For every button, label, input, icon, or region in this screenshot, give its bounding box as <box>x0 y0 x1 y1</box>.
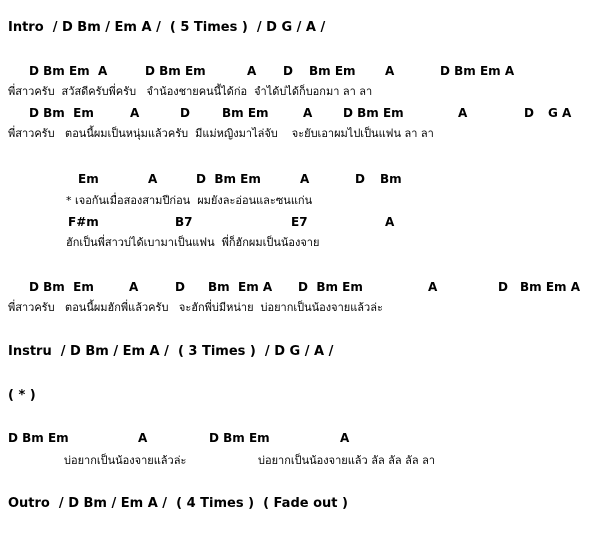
chord: A <box>247 64 257 78</box>
chord: D Bm Em <box>343 106 404 120</box>
chord: G A <box>548 106 572 120</box>
chord: A <box>458 106 468 120</box>
chord: A <box>385 64 395 78</box>
lyric-line: * เจอกันเมื่อสองสามปีก่อน ผมยังละอ่อนและซนแก่น <box>66 194 313 207</box>
lyric-line: พี่สาวครับ ตอนนี้ผมฮักพี่แล้วครับ จะฮักพี่บ่มีหน่าย บ่อยากเป็นน้องจายแล้วล่ะ <box>8 301 383 314</box>
chord: A <box>129 280 139 294</box>
chord: Bm Em <box>222 106 269 120</box>
chord: D Bm Em <box>29 106 94 120</box>
chord: F#m <box>68 215 99 229</box>
chord: E7 <box>291 215 308 229</box>
chord: Bm Em <box>309 64 356 78</box>
lyric-line: บ่อยากเป็นน้องจายแล้ว ลัล ลัล ลัล ลา <box>258 454 436 467</box>
chord: D Bm Em A <box>440 64 515 78</box>
chord: D <box>283 64 293 78</box>
chord: D Bm Em A <box>29 64 108 78</box>
lyric-line: พี่สาวครับ ตอนนี้ผมเป็นหนุ่มแล้วครับ มีแม่หญิงมาไล่จับ จะยับเอาผมไปเป็นแฟน ลา ลา <box>8 127 434 140</box>
chord: A <box>300 172 310 186</box>
chord: Bm Em A <box>208 280 273 294</box>
chord: A <box>340 431 350 445</box>
instru-line: Instru / D Bm / Em A / ( 3 Times ) / D G / A / <box>8 344 334 359</box>
chord: D Bm Em <box>196 172 261 186</box>
chord: A <box>148 172 158 186</box>
lyric-line: ฮักเป็นพี่สาวบ่ได้เบามาเป็นแฟน พี่ก็ฮักผมเป็นน้องจาย <box>66 236 320 249</box>
repeat-chorus-mark: ( * ) <box>8 388 36 403</box>
chord: D <box>175 280 185 294</box>
chord: A <box>130 106 140 120</box>
lyric-line: พี่สาวครับ สวัสดีครับพี่ครับ จำน้องชายคนนี้ได้ก่อ จำได้บ่ได้ก็บอกมา ลา ลา <box>8 85 373 98</box>
chord: Bm <box>380 172 402 186</box>
chord: A <box>385 215 395 229</box>
chord: A <box>138 431 148 445</box>
chord: D <box>355 172 365 186</box>
chord: D <box>524 106 534 120</box>
chord: D Bm Em <box>209 431 270 445</box>
chord: D Bm Em <box>8 431 69 445</box>
chord: D Bm Em <box>145 64 206 78</box>
chord: D Bm Em <box>29 280 94 294</box>
chord: D <box>498 280 508 294</box>
chord: Em <box>78 172 99 186</box>
outro-line: Outro / D Bm / Em A / ( 4 Times ) ( Fade out ) <box>8 496 348 511</box>
lyric-line: บ่อยากเป็นน้องจายแล้วล่ะ <box>64 454 187 467</box>
chord: A <box>428 280 438 294</box>
chord: Bm Em A <box>520 280 580 294</box>
chord: D <box>180 106 190 120</box>
intro-line: Intro / D Bm / Em A / ( 5 Times ) / D G / A / <box>8 20 326 35</box>
chord: B7 <box>175 215 193 229</box>
chord: D Bm Em <box>298 280 363 294</box>
chord: A <box>303 106 313 120</box>
